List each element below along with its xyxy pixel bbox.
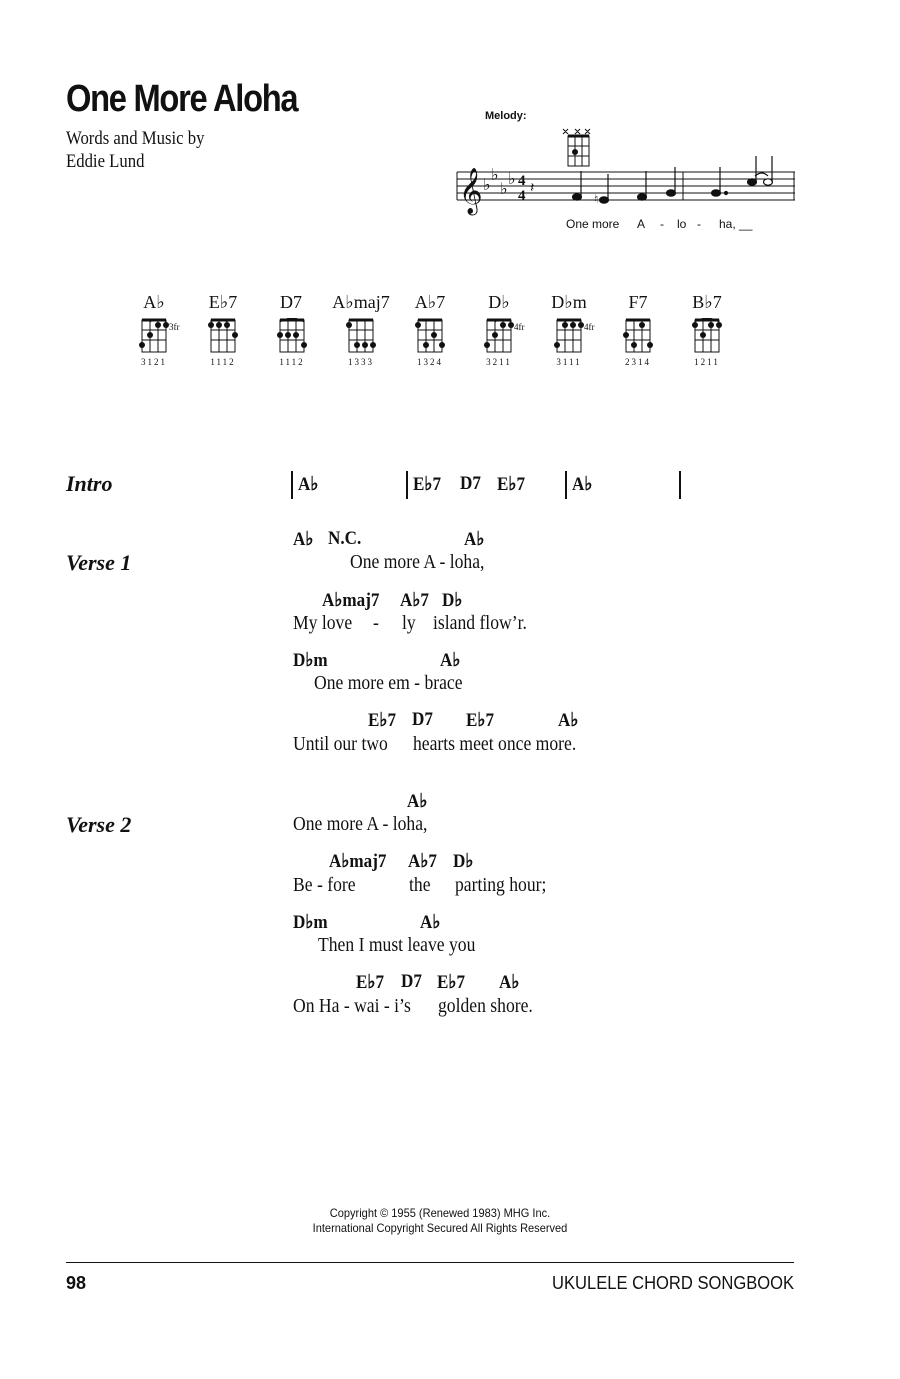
melody-lyric: - [660, 217, 664, 231]
verse-chord: D♭m [293, 912, 328, 933]
chord-name: B♭7 [692, 292, 722, 312]
fret-marker: 3fr [169, 322, 180, 332]
melody-lyric: ha, __ [719, 217, 753, 231]
intro-chord: E♭7 [497, 474, 526, 495]
intro-chord: E♭7 [413, 474, 442, 495]
chord-diagram [623, 320, 653, 352]
chord-fingering: 1112 [210, 357, 236, 367]
chord-diagram [139, 319, 169, 352]
melody-label: Melody: [485, 110, 527, 122]
melody-lyric: - [697, 217, 701, 231]
intro-chord: D7 [460, 473, 481, 494]
chord-name: F7 [628, 292, 648, 312]
fret-marker: 4fr [514, 322, 525, 332]
verse-chord: A♭ [464, 529, 485, 550]
melody-lyric: One more [566, 217, 620, 231]
verse-chord: E♭7 [356, 972, 385, 993]
chord-fingering: 1324 [417, 357, 443, 367]
verse-chord: A♭7 [408, 851, 437, 872]
verse-chord: A♭ [407, 791, 428, 812]
lyric-line: One more A - loha, [350, 551, 485, 573]
time-signature [518, 173, 526, 204]
page-number: 98 [66, 1273, 87, 1293]
verse-chord: A♭ [499, 972, 520, 993]
intro-chord: A♭ [572, 474, 593, 495]
copyright-line: International Copyright Secured All Rights Reserved [312, 1221, 568, 1235]
treble-clef-icon: 𝄞 [459, 168, 483, 214]
section-label-verse-1: Verse 1 [66, 550, 132, 575]
chord-diagram [484, 319, 514, 352]
lyric-segment: Until our two [293, 733, 388, 755]
fret-marker: 4fr [584, 322, 595, 332]
verse-chord: A♭ [440, 650, 461, 671]
section-label-verse-2: Verse 2 [66, 812, 132, 837]
composer-name: Eddie Lund [66, 151, 145, 172]
bar-line [406, 471, 408, 499]
verse-chord: D♭m [293, 650, 328, 671]
lyric-line: One more em - brace [314, 672, 463, 694]
bar-line [565, 471, 567, 499]
chord-diagram [346, 320, 376, 352]
verse-chord: A♭ [420, 912, 441, 933]
chord-name: D♭m [551, 292, 587, 312]
svg-text:♭: ♭ [483, 175, 491, 194]
chord-name: A♭7 [414, 292, 446, 312]
lyric-segment: My love [293, 612, 353, 634]
melody-notes [573, 156, 773, 206]
credit-line: Words and Music by [66, 128, 205, 149]
lyric-line: Then I must leave you [318, 934, 476, 956]
svg-text:♮: ♮ [594, 192, 599, 206]
svg-text:♭: ♭ [500, 179, 508, 198]
chord-fingering: 3121 [141, 357, 167, 367]
lyric-segment: Be - fore [293, 874, 356, 896]
verse-chord: A♭ [558, 710, 579, 731]
lyric-segment: golden shore. [438, 995, 533, 1017]
verse-chord: D♭ [453, 851, 474, 872]
melody-lyric: A [637, 217, 646, 231]
chord-name: A♭maj7 [332, 292, 390, 312]
chord-fingering: 1112 [279, 357, 305, 367]
verse-chord: A♭ [293, 529, 314, 550]
lyric-line: One more A - loha, [293, 813, 428, 835]
verse-chord: D7 [401, 971, 422, 992]
song-title: One More Aloha [66, 78, 298, 120]
svg-text:4: 4 [518, 188, 526, 204]
chord-diagram [415, 320, 445, 352]
verse-chord: D7 [412, 709, 433, 730]
book-title: UKULELE CHORD SONGBOOK [551, 1273, 794, 1293]
svg-text:4: 4 [518, 173, 526, 189]
chord-diagram [692, 318, 722, 352]
chord-fingering: 3111 [556, 357, 582, 367]
verse-chord: N.C. [328, 528, 362, 549]
lyric-segment: On Ha - wai - i’s [293, 995, 411, 1017]
verse-chord: A♭7 [400, 590, 429, 611]
chord-fingering: 1333 [348, 357, 374, 367]
lyric-segment: island flow’r. [433, 612, 527, 634]
chord-fingering: 2314 [625, 357, 651, 367]
bar-line [679, 471, 681, 499]
lyric-segment: the [409, 874, 431, 896]
svg-text:♭: ♭ [508, 169, 516, 188]
verse-chord: D♭ [442, 590, 463, 611]
chord-name: D♭ [488, 292, 510, 312]
lyric-segment: parting hour; [455, 874, 547, 896]
svg-text:♭: ♭ [491, 165, 499, 184]
footer-divider [66, 1262, 794, 1263]
chord-diagram [208, 319, 238, 352]
lyric-segment: hearts meet once more. [413, 733, 577, 755]
intro-chord: A♭ [298, 474, 319, 495]
chord-fingering: 3211 [486, 357, 512, 367]
copyright-line: Copyright © 1955 (Renewed 1983) MHG Inc. [329, 1206, 551, 1220]
section-label-intro: Intro [66, 471, 113, 496]
lyric-segment: - [373, 612, 379, 634]
melody-staff [455, 124, 800, 216]
bar-line [291, 471, 293, 499]
rest-icon: 𝄽 [530, 180, 535, 196]
melody-chord-diagram [563, 129, 590, 166]
chord-name: A♭ [143, 292, 165, 312]
verse-chord: A♭maj7 [329, 851, 387, 872]
chord-diagram [554, 319, 584, 352]
verse-chord: E♭7 [466, 710, 495, 731]
chord-fingering: 1211 [694, 357, 720, 367]
verse-chord: E♭7 [368, 710, 397, 731]
melody-lyric: lo [677, 217, 687, 231]
chord-name: D7 [280, 292, 302, 312]
chord-diagram [277, 318, 307, 352]
chord-name: E♭7 [208, 292, 238, 312]
lyric-segment: ly [402, 612, 416, 634]
verse-chord: E♭7 [437, 972, 466, 993]
verse-chord: A♭maj7 [322, 590, 380, 611]
chord-diagram-grids [130, 318, 730, 358]
